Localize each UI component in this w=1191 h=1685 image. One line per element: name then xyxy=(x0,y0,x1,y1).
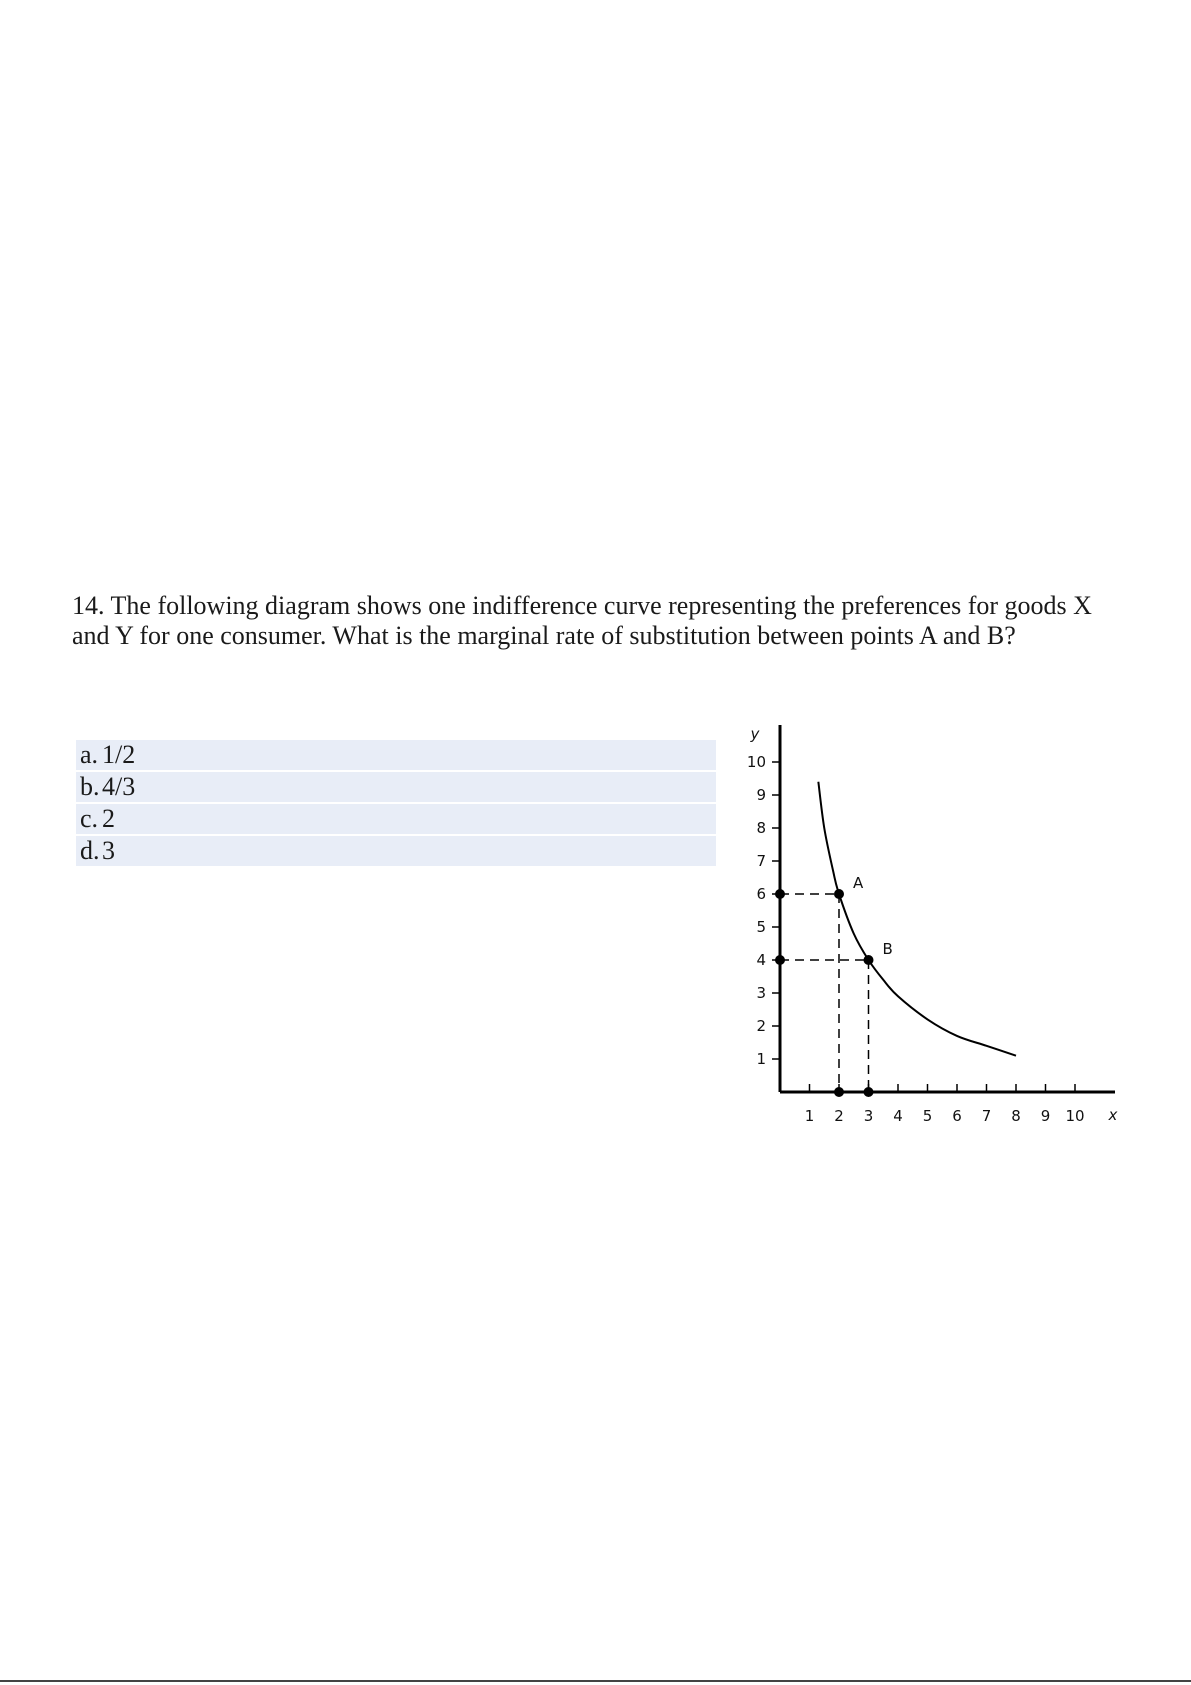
indifference-curve xyxy=(818,782,1016,1056)
x-axis-label: x xyxy=(1108,1106,1118,1124)
choice-a[interactable] xyxy=(76,740,716,770)
choice-text: 2 xyxy=(102,804,716,834)
y-axis-marker xyxy=(775,955,785,965)
x-tick-label: 4 xyxy=(893,1107,903,1125)
page-bottom-rule xyxy=(0,1680,1191,1682)
x-tick-label: 8 xyxy=(1011,1107,1021,1125)
point-label: B xyxy=(882,940,893,958)
x-tick-label: 5 xyxy=(922,1107,933,1125)
choice-d[interactable] xyxy=(76,836,716,866)
y-tick-label: 3 xyxy=(756,984,766,1002)
x-tick-label: 9 xyxy=(1040,1107,1051,1125)
choice-letter: a. xyxy=(76,740,102,770)
choice-text: 1/2 xyxy=(102,740,716,770)
x-tick-label: 7 xyxy=(981,1107,992,1125)
y-tick-label: 5 xyxy=(756,918,766,936)
indifference-curve-chart xyxy=(730,715,1130,1135)
y-tick-label: 10 xyxy=(746,753,766,771)
question-text: 14. The following diagram shows one indifference curve representing the preferences for goods X and Y for one consumer. What is the marginal rate of substitution between points A and B? xyxy=(72,591,1092,650)
choice-c[interactable] xyxy=(76,804,716,834)
y-tick-label: 2 xyxy=(756,1017,766,1035)
y-tick-label: 6 xyxy=(756,885,766,903)
x-axis-marker xyxy=(864,1087,874,1097)
choice-text: 3 xyxy=(102,836,716,866)
y-tick-label: 1 xyxy=(756,1050,766,1068)
choice-letter: d. xyxy=(76,836,102,866)
x-tick-label: 3 xyxy=(863,1107,874,1125)
y-tick-label: 4 xyxy=(756,951,766,969)
choice-letter: b. xyxy=(76,772,102,802)
y-tick-label: 8 xyxy=(756,819,766,837)
point-b xyxy=(864,955,874,965)
answer-choices xyxy=(76,738,716,868)
x-tick-label: 6 xyxy=(952,1107,962,1125)
point-a xyxy=(834,889,844,899)
choice-text: 4/3 xyxy=(102,772,716,802)
choice-letter: c. xyxy=(76,804,102,834)
x-axis-marker xyxy=(834,1087,844,1097)
x-tick-label: 2 xyxy=(834,1107,844,1125)
y-axis-label: y xyxy=(750,725,760,743)
y-tick-label: 7 xyxy=(756,852,766,870)
x-tick-label: 1 xyxy=(804,1107,815,1125)
y-axis-marker xyxy=(775,889,785,899)
y-tick-label: 9 xyxy=(756,786,766,804)
choice-b[interactable] xyxy=(76,772,716,802)
point-label: A xyxy=(853,874,864,892)
x-tick-label: 10 xyxy=(1065,1107,1085,1125)
